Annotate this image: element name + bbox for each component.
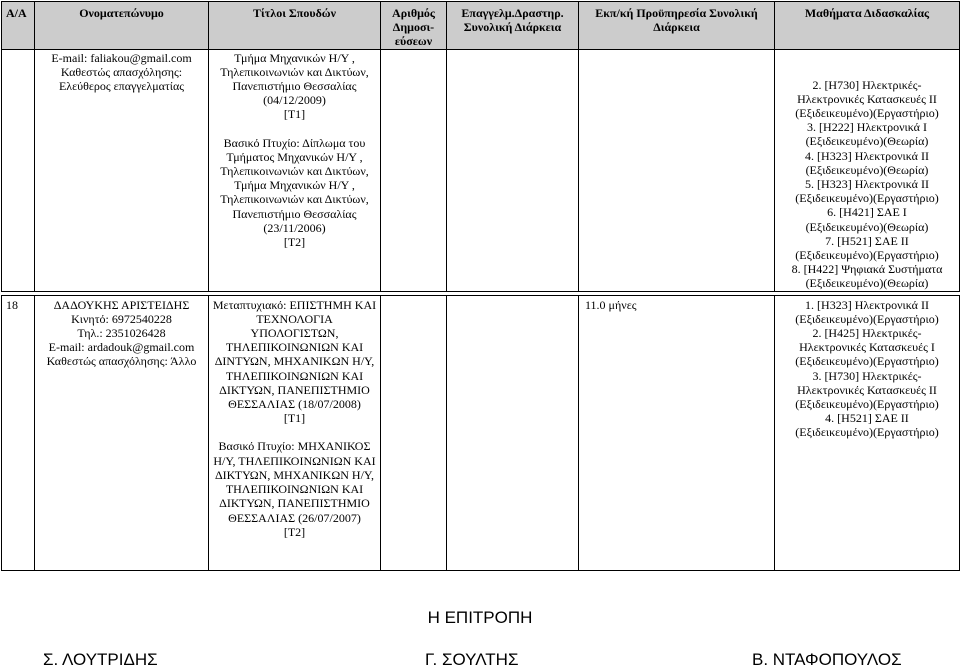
cell-aa: [2, 49, 35, 291]
cell-name: [35, 49, 209, 291]
header-courses: Μαθήματα Διδασκαλίας: [775, 2, 960, 50]
cell-aa-text: 18: [6, 297, 18, 312]
cell-degrees: [209, 49, 381, 291]
signature-3: Β. ΝΤΑΦΟΠΟΥΛΟΣ: [752, 650, 902, 669]
table-header-row: [2, 2, 960, 50]
cell-degree-basic: Βασικό Πτυχίο: ΜΗΧΑΝΙΚΟΣ Η/Υ, ΤΗΛΕΠΙΚΟΙΝΩΝΙΩΝ ΚΑΙ ΔΙΚΤΥΩΝ, ΜΗΧΑΝΙΚΩΝ Η/Υ, ΤΗΛΕΠΙΚΟΙΝΩΝΙΩΝ ΚΑΙ ΔΙΚΤΥΩΝ, ΠΑΝΕΠΙΣΤΗΜΙΟ ΘΕΣΣΑΛΙΑΣ (26/07/2007) [Τ2]: [213, 439, 376, 539]
header-aa: A/A: [2, 2, 35, 50]
cell-publications: [381, 49, 447, 291]
cell-publications: [381, 295, 447, 570]
cell-courses: [775, 49, 960, 291]
cell-courses-text: 1. [Η323] Ηλεκτρονικά ΙΙ (Εξιδεικευμένο)(Εργαστήριο) 2. [Η425] Ηλεκτρικές- Ηλεκτρονικές Κατασκευές Ι (Εξιδεικευμένο)(Εργαστήριο) 3. [Η730] Ηλεκτρικές- Ηλεκτρονικές Κατασκευές ΙΙ (Εξιδεικευμένο)(Εργαστήριο) 4. [Η521] ΣΑΕ ΙΙ (Εξιδεικευμένο)(Εργαστήριο): [795, 297, 939, 440]
header-professional-activity: Επαγγελμ.Δραστηρ. Συνολική Διάρκεια: [447, 2, 579, 50]
cell-teaching-experience: [579, 295, 775, 570]
table-row: [2, 295, 960, 570]
cell-degrees: [209, 295, 381, 570]
cell-aa: [2, 295, 35, 570]
cell-professional-activity: [447, 295, 579, 570]
cell-degree-postgrad: Μεταπτυχιακό: ΕΠΙΣΤΗΜΗ ΚΑΙ ΤΕΧΝΟΛΟΓΙΑ ΥΠΟΛΟΓΙΣΤΩΝ, ΤΗΛΕΠΙΚΟΙΝΩΝΙΩΝ ΚΑΙ ΔΙΝΤΥΩΝ, ΜΗΧΑΝΙΚΩΝ Η/Υ, ΤΗΛΕΠΙΚΟΙΝΩΝΙΩΝ ΚΑΙ ΔΙΚΤΥΩΝ, ΠΑΝΕΠΙΣΤΗΜΙΟ ΘΕΣΣΑΛΙΑΣ (18/07/2008) [Τ1]: [212, 297, 377, 426]
header-publications-label: Αριθμός Δημοσι- εύσεων: [392, 6, 435, 49]
header-degrees: Τίτλοι Σπουδών: [209, 2, 381, 50]
header-name: Ονοματεπώνυμο: [35, 2, 209, 50]
cell-professional-activity: [447, 49, 579, 291]
cell-courses-text: 2. [Η730] Ηλεκτρικές- Ηλεκτρονικές Κατασκευές ΙΙ (Εξιδεικευμένο)(Εργαστήριο) 3. [Η222] Ηλεκτρονικά Ι (Εξιδεικευμένο)(Θεωρία) 4. [Η323] Ηλεκτρονικά ΙΙ (Εξιδεικευμένο)(Θεωρία) 5. [Η323] Ηλεκτρονικά ΙΙ (Εξιδεικευμένο)(Εργαστήριο) 6. [Η421] ΣΑΕ Ι (Εξιδεικευμένο)(Θεωρία) 7. [Η521] ΣΑΕ ΙΙ (Εξιδεικευμένο)(Εργαστήριο) 8. [Η422] Ψηφιακά Συστήματα (Εξιδεικευμένο)(Θεωρία): [791, 77, 943, 291]
cell-degree-postgrad: Τμήμα Μηχανικών Η/Υ , Τηλεπικοινωνιών και Δικτύων, Πανεπιστήμιο Θεσσαλίας (04/12/2009) [Τ1]: [220, 50, 369, 122]
table-row: [2, 49, 960, 291]
header-teaching-experience: Εκπ/κή Προϋπηρεσία Συνολική Διάρκεια: [579, 2, 775, 50]
cell-courses: [775, 295, 960, 570]
cell-name-text: E-mail: faliakou@gmail.com Καθεστώς απασχόλησης: Ελεύθερος επαγγελματίας: [51, 50, 192, 94]
cell-degree-basic: Βασικό Πτυχίο: Δίπλωμα του Τμήματος Μηχανικών Η/Υ , Τηλεπικοινωνιών και Δικτύων, Τμήμα Μηχανικών Η/Υ , Τηλεπικοινωνιών και Δικτύων, Πανεπιστήμιο Θεσσαλίας (23/11/2006) [Τ2]: [220, 135, 369, 250]
signature-2: Γ. ΣΟΥΛΤΗΣ: [425, 650, 519, 669]
cell-teaching-experience-text: 11.0 μήνες: [585, 297, 637, 312]
cell-name: [35, 295, 209, 570]
committee-title: Η ΕΠΙΤΡΟΠΗ: [427, 608, 533, 627]
teaching-staff-table: [1, 1, 960, 571]
header-publications: [381, 2, 447, 50]
cell-name-text: ΔΑΔΟΥΚΗΣ ΑΡΙΣΤΕΙΔΗΣ Κινητό: 6972540228 Τηλ.: 2351026428 E-mail: ardadouk@gmail.com Καθεστώς απασχόλησης: Άλλο: [46, 297, 197, 369]
signature-1: Σ. ΛΟΥΤΡΙΔΗΣ: [43, 650, 158, 669]
cell-teaching-experience: [579, 49, 775, 291]
